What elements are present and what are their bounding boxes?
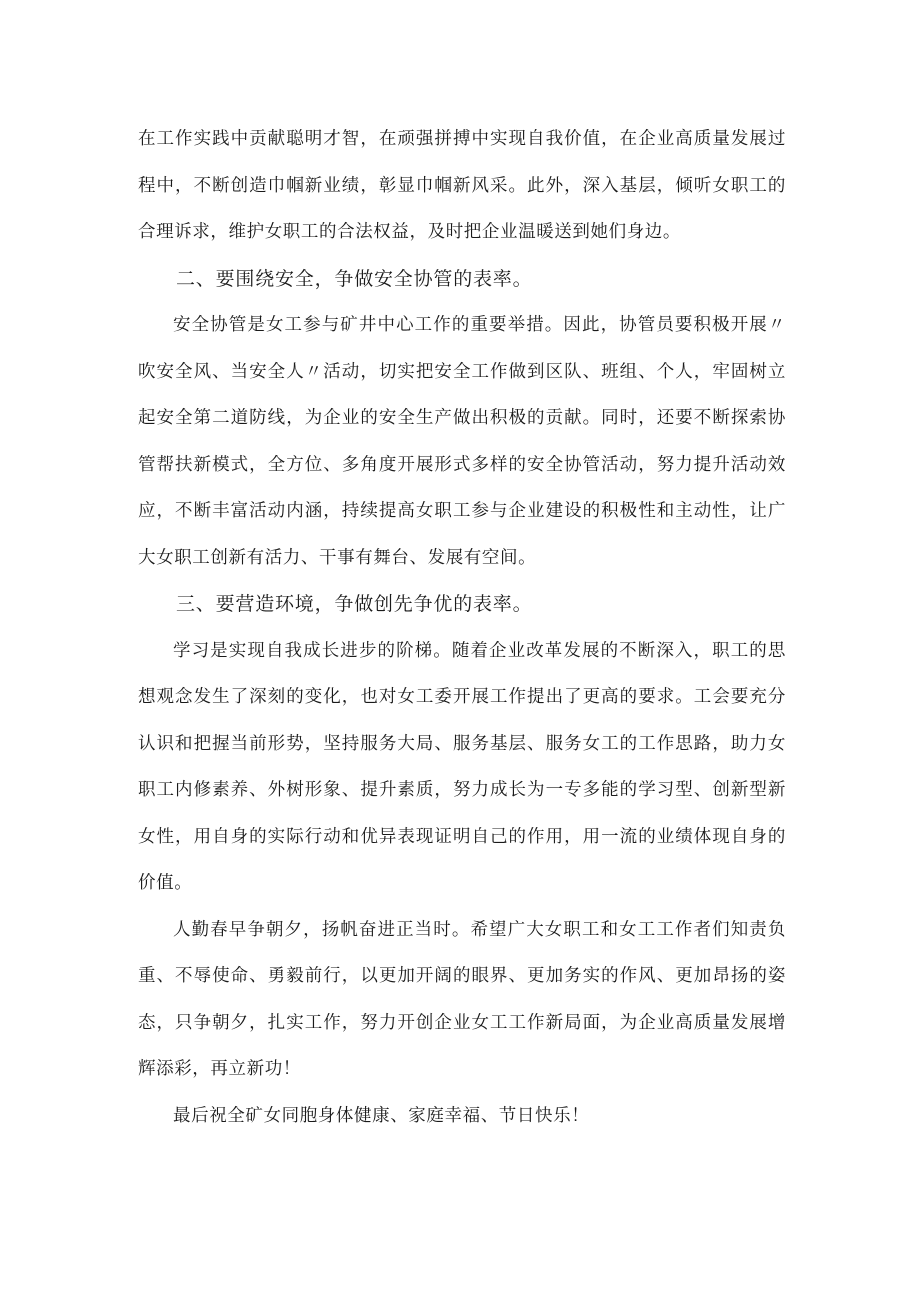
paragraph-learning: 学习是实现自我成长进步的阶梯。随着企业改革发展的不断深入，职工的思想观念发生了深刻的变化，也对女工委开展工作提出了更高的要求。工会要充分认识和把握当前形势，坚持服务大局、服务基层、服务女工的工作思路，助力女职工内修素养、外树形象、提升素质，努力成长为一专多能的学习型、创新型新女性，用自身的实际行动和优异表现证明自己的作用，用一流的业绩体现自身的价值。 (138, 640, 786, 893)
paragraph-hope: 人勤春早争朝夕，扬帆奋进正当时。希望广大女职工和女工工作者们知责负重、不辱使命、勇毅前行，以更加开阔的眼界、更加务实的作风、更加昂扬的姿态，只争朝夕，扎实工作，努力开创企业女工工作新局面，为企业高质量发展增辉添彩，再立新功！ (138, 919, 786, 1079)
section-heading-environment: 三、要营造环境，争做创先争优的表率。 (176, 593, 533, 615)
paragraph-continuation: 在工作实践中贡献聪明才智，在顽强拼搏中实现自我价值，在企业高质量发展过程中，不断创造巾帼新业绩，彰显巾帼新风采。此外，深入基层，倾听女职工的合理诉求，维护女职工的合法权益，及时把企业温暖送到她们身边。 (138, 129, 786, 242)
section-heading-safety: 二、要围绕安全，争做安全协管的表率。 (176, 267, 533, 290)
paragraph-closing-wish: 最后祝全矿女同胞身体健康、家庭幸福、节日快乐！ (173, 1105, 590, 1126)
document-page (138, 116, 786, 1139)
paragraph-safety: 安全协管是女工参与矿井中心工作的重要举措。因此，协管员要积极开展〃吹安全风、当安全人〃活动，切实把安全工作做到区队、班组、个人，牢固树立起安全第二道防线，为企业的安全生产做出积极的贡献。同时，还要不断探索协管帮扶新模式，全方位、多角度开展形式多样的安全协管活动，努力提升活动效应，不断丰富活动内涵，持续提高女职工参与企业建设的积极性和主动性，让广大女职工创新有活力、干事有舞台、发展有空间。 (138, 315, 786, 568)
